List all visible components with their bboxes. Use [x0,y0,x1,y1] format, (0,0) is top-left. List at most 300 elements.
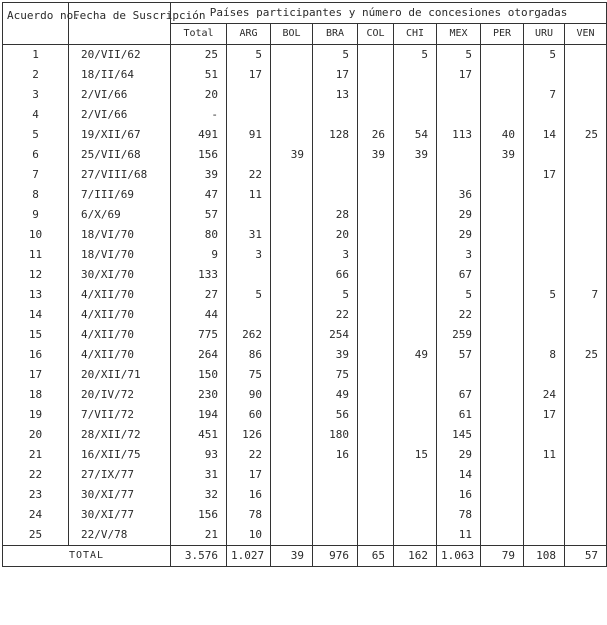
cell-uru [524,325,565,345]
cell-bra [313,165,358,185]
cell-bra: 16 [313,445,358,465]
cell-total: 9 [171,245,227,265]
table-row [3,205,607,225]
cell-uru [524,505,565,525]
table-row [3,225,607,245]
cell-ven [565,505,607,525]
column-header-mex: MEX [437,24,481,45]
cell-per [481,285,524,305]
cell-arg: 3 [227,245,271,265]
cell-arg: 91 [227,125,271,145]
cell-arg [227,305,271,325]
column-header-chi: CHI [394,24,437,45]
table-row [3,145,607,165]
totals-mex: 1.063 [437,546,481,567]
table-row [3,45,607,66]
cell-col [358,485,394,505]
cell-mex: 78 [437,505,481,525]
cell-arg: 17 [227,65,271,85]
cell-total: 93 [171,445,227,465]
cell-bol [271,165,313,185]
cell-chi [394,185,437,205]
cell-per [481,185,524,205]
cell-ven [565,305,607,325]
cell-chi: 15 [394,445,437,465]
header-fecha: Fecha de Suscripción [69,3,171,45]
cell-col: 26 [358,125,394,145]
cell-chi [394,465,437,485]
totals-label: TOTAL [3,546,171,567]
cell-no: 19 [3,405,69,425]
cell-uru: 24 [524,385,565,405]
cell-ven [565,265,607,285]
cell-arg: 5 [227,45,271,66]
cell-mex: 5 [437,285,481,305]
cell-fecha: 20/VII/62 [69,45,171,66]
cell-bol [271,265,313,285]
cell-bra: 66 [313,265,358,285]
cell-no: 22 [3,465,69,485]
cell-per [481,485,524,505]
table-row [3,65,607,85]
cell-uru: 14 [524,125,565,145]
cell-arg [227,105,271,125]
cell-chi [394,525,437,546]
cell-total: 264 [171,345,227,365]
cell-fecha: 4/XII/70 [69,285,171,305]
cell-mex: 67 [437,265,481,285]
cell-bol: 39 [271,145,313,165]
cell-per: 39 [481,145,524,165]
table-row [3,445,607,465]
cell-chi [394,85,437,105]
cell-chi [394,245,437,265]
cell-bol [271,125,313,145]
cell-fecha: 20/XII/71 [69,365,171,385]
cell-col [358,225,394,245]
cell-total: 47 [171,185,227,205]
cell-uru [524,485,565,505]
cell-per [481,525,524,546]
cell-per [481,325,524,345]
cell-uru [524,305,565,325]
cell-fecha: 28/XII/72 [69,425,171,445]
cell-no: 1 [3,45,69,66]
cell-no: 15 [3,325,69,345]
cell-fecha: 30/XI/70 [69,265,171,285]
table-row [3,285,607,305]
cell-uru: 5 [524,285,565,305]
cell-bol [271,85,313,105]
cell-bol [271,485,313,505]
cell-uru [524,185,565,205]
cell-total: 194 [171,405,227,425]
cell-ven [565,445,607,465]
cell-ven [565,325,607,345]
cell-col [358,385,394,405]
cell-ven: 7 [565,285,607,305]
table-row [3,485,607,505]
cell-no: 12 [3,265,69,285]
cell-col [358,425,394,445]
cell-ven [565,385,607,405]
cell-total: 39 [171,165,227,185]
cell-arg: 78 [227,505,271,525]
cell-total: 44 [171,305,227,325]
cell-uru [524,465,565,485]
cell-arg: 86 [227,345,271,365]
cell-chi [394,105,437,125]
cell-col [358,265,394,285]
cell-mex [437,165,481,185]
cell-col [358,105,394,125]
cell-per [481,505,524,525]
cell-fecha: 2/VI/66 [69,85,171,105]
cell-fecha: 6/X/69 [69,205,171,225]
cell-per [481,365,524,385]
table-row [3,385,607,405]
cell-chi [394,485,437,505]
totals-bol: 39 [271,546,313,567]
cell-no: 18 [3,385,69,405]
cell-col [358,45,394,66]
cell-no: 10 [3,225,69,245]
cell-col [358,185,394,205]
cell-per [481,85,524,105]
cell-uru [524,145,565,165]
cell-col [358,325,394,345]
cell-mex [437,105,481,125]
cell-fecha: 18/VI/70 [69,245,171,265]
cell-ven: 25 [565,345,607,365]
cell-bra: 49 [313,385,358,405]
cell-fecha: 4/XII/70 [69,345,171,365]
cell-total: 156 [171,145,227,165]
cell-arg: 126 [227,425,271,445]
cell-per [481,45,524,66]
cell-per [481,65,524,85]
cell-per [481,465,524,485]
cell-uru [524,65,565,85]
cell-fecha: 30/XI/77 [69,505,171,525]
cell-ven [565,85,607,105]
cell-fecha: 2/VI/66 [69,105,171,125]
cell-total: 230 [171,385,227,405]
totals-bra: 976 [313,546,358,567]
cell-bra [313,485,358,505]
cell-bol [271,325,313,345]
totals-total: 3.576 [171,546,227,567]
cell-total: 150 [171,365,227,385]
cell-no: 3 [3,85,69,105]
cell-arg: 90 [227,385,271,405]
table-row [3,265,607,285]
table-row [3,105,607,125]
cell-bol [271,445,313,465]
cell-bol [271,385,313,405]
cell-col [358,445,394,465]
cell-bra [313,185,358,205]
cell-uru: 7 [524,85,565,105]
table-row [3,165,607,185]
cell-no: 11 [3,245,69,265]
cell-uru [524,425,565,445]
cell-per [481,165,524,185]
cell-ven [565,165,607,185]
totals-row [3,546,607,567]
cell-col [358,85,394,105]
cell-chi [394,285,437,305]
cell-bol [271,425,313,445]
cell-chi [394,325,437,345]
concessions-table [2,2,607,567]
cell-chi [394,165,437,185]
cell-fecha: 16/XII/75 [69,445,171,465]
cell-chi [394,505,437,525]
cell-uru [524,105,565,125]
column-header-arg: ARG [227,24,271,45]
table-row [3,245,607,265]
cell-col [358,65,394,85]
header-acuerdo: Acuerdo no. [3,3,69,45]
cell-bra: 75 [313,365,358,385]
cell-fecha: 4/XII/70 [69,305,171,325]
cell-bra: 39 [313,345,358,365]
cell-col: 39 [358,145,394,165]
cell-ven [565,425,607,445]
cell-uru [524,245,565,265]
cell-bol [271,205,313,225]
cell-arg [227,85,271,105]
cell-ven [565,105,607,125]
cell-bol [271,185,313,205]
cell-arg: 5 [227,285,271,305]
table-row [3,465,607,485]
cell-ven [565,185,607,205]
cell-ven [565,485,607,505]
cell-no: 13 [3,285,69,305]
cell-ven [565,525,607,546]
cell-ven [565,465,607,485]
cell-col [358,465,394,485]
cell-chi [394,365,437,385]
cell-fecha: 7/VII/72 [69,405,171,425]
cell-total: 51 [171,65,227,85]
cell-per [481,385,524,405]
cell-chi [394,265,437,285]
cell-chi [394,205,437,225]
cell-fecha: 25/VII/68 [69,145,171,165]
cell-bol [271,305,313,325]
cell-per [481,425,524,445]
cell-mex: 145 [437,425,481,445]
cell-arg: 17 [227,465,271,485]
cell-mex: 36 [437,185,481,205]
totals-chi: 162 [394,546,437,567]
totals-per: 79 [481,546,524,567]
cell-col [358,525,394,546]
cell-total: 491 [171,125,227,145]
cell-no: 25 [3,525,69,546]
cell-mex: 57 [437,345,481,365]
cell-ven: 25 [565,125,607,145]
cell-no: 21 [3,445,69,465]
cell-ven [565,405,607,425]
cell-uru: 8 [524,345,565,365]
cell-no: 20 [3,425,69,445]
cell-bol [271,105,313,125]
cell-fecha: 27/VIII/68 [69,165,171,185]
cell-bra: 128 [313,125,358,145]
cell-arg: 31 [227,225,271,245]
cell-chi [394,225,437,245]
cell-col [358,205,394,225]
cell-mex: 14 [437,465,481,485]
cell-total: 57 [171,205,227,225]
cell-per [481,265,524,285]
cell-chi [394,405,437,425]
cell-bra: 17 [313,65,358,85]
cell-bra: 5 [313,45,358,66]
table-row [3,85,607,105]
cell-no: 14 [3,305,69,325]
cell-mex [437,145,481,165]
cell-total: 133 [171,265,227,285]
cell-col [358,165,394,185]
cell-bra: 22 [313,305,358,325]
cell-no: 7 [3,165,69,185]
cell-col [358,305,394,325]
totals-uru: 108 [524,546,565,567]
cell-chi [394,425,437,445]
cell-mex: 259 [437,325,481,345]
totals-arg: 1.027 [227,546,271,567]
cell-per [481,205,524,225]
column-header-bra: BRA [313,24,358,45]
cell-bol [271,525,313,546]
cell-bol [271,405,313,425]
header-paises: Países participantes y número de concesiones otorgadas [171,3,607,24]
cell-mex: 61 [437,405,481,425]
cell-bol [271,365,313,385]
cell-mex: 17 [437,65,481,85]
cell-no: 24 [3,505,69,525]
cell-no: 9 [3,205,69,225]
cell-col [358,285,394,305]
column-header-total: Total [171,24,227,45]
cell-total: - [171,105,227,125]
cell-ven [565,365,607,385]
column-header-col: COL [358,24,394,45]
table-row [3,125,607,145]
cell-per [481,445,524,465]
table-row [3,425,607,445]
cell-arg: 60 [227,405,271,425]
cell-bol [271,345,313,365]
column-header-uru: URU [524,24,565,45]
cell-per [481,245,524,265]
cell-bol [271,225,313,245]
cell-bra: 28 [313,205,358,225]
cell-arg: 11 [227,185,271,205]
cell-bra [313,505,358,525]
cell-arg: 22 [227,445,271,465]
cell-bra: 254 [313,325,358,345]
cell-bra: 3 [313,245,358,265]
table-row [3,525,607,546]
cell-mex: 29 [437,205,481,225]
cell-total: 156 [171,505,227,525]
cell-mex: 11 [437,525,481,546]
column-header-bol: BOL [271,24,313,45]
table-row [3,325,607,345]
cell-bra [313,145,358,165]
cell-uru: 17 [524,405,565,425]
cell-bol [271,65,313,85]
cell-total: 27 [171,285,227,305]
cell-ven [565,45,607,66]
column-header-per: PER [481,24,524,45]
cell-total: 775 [171,325,227,345]
cell-ven [565,65,607,85]
cell-col [358,345,394,365]
cell-no: 16 [3,345,69,365]
cell-uru [524,525,565,546]
cell-fecha: 30/XI/77 [69,485,171,505]
column-header-ven: VEN [565,24,607,45]
cell-bra: 5 [313,285,358,305]
cell-mex [437,85,481,105]
cell-chi [394,385,437,405]
cell-arg [227,265,271,285]
cell-no: 23 [3,485,69,505]
cell-arg: 75 [227,365,271,385]
cell-no: 6 [3,145,69,165]
cell-mex: 3 [437,245,481,265]
cell-bra [313,465,358,485]
table-row [3,505,607,525]
cell-fecha: 20/IV/72 [69,385,171,405]
cell-col [358,405,394,425]
cell-arg: 10 [227,525,271,546]
cell-bol [271,245,313,265]
cell-total: 451 [171,425,227,445]
cell-fecha: 18/VI/70 [69,225,171,245]
cell-total: 31 [171,465,227,485]
cell-col [358,245,394,265]
cell-ven [565,145,607,165]
cell-uru [524,365,565,385]
totals-col: 65 [358,546,394,567]
cell-bra: 20 [313,225,358,245]
cell-mex: 29 [437,225,481,245]
cell-arg: 16 [227,485,271,505]
table-row [3,305,607,325]
cell-bra: 180 [313,425,358,445]
cell-fecha: 27/IX/77 [69,465,171,485]
cell-total: 20 [171,85,227,105]
table-row [3,185,607,205]
cell-arg [227,145,271,165]
cell-fecha: 22/V/78 [69,525,171,546]
cell-fecha: 4/XII/70 [69,325,171,345]
cell-per [481,225,524,245]
cell-chi: 39 [394,145,437,165]
cell-uru: 11 [524,445,565,465]
cell-mex: 16 [437,485,481,505]
cell-no: 2 [3,65,69,85]
cell-bra [313,525,358,546]
